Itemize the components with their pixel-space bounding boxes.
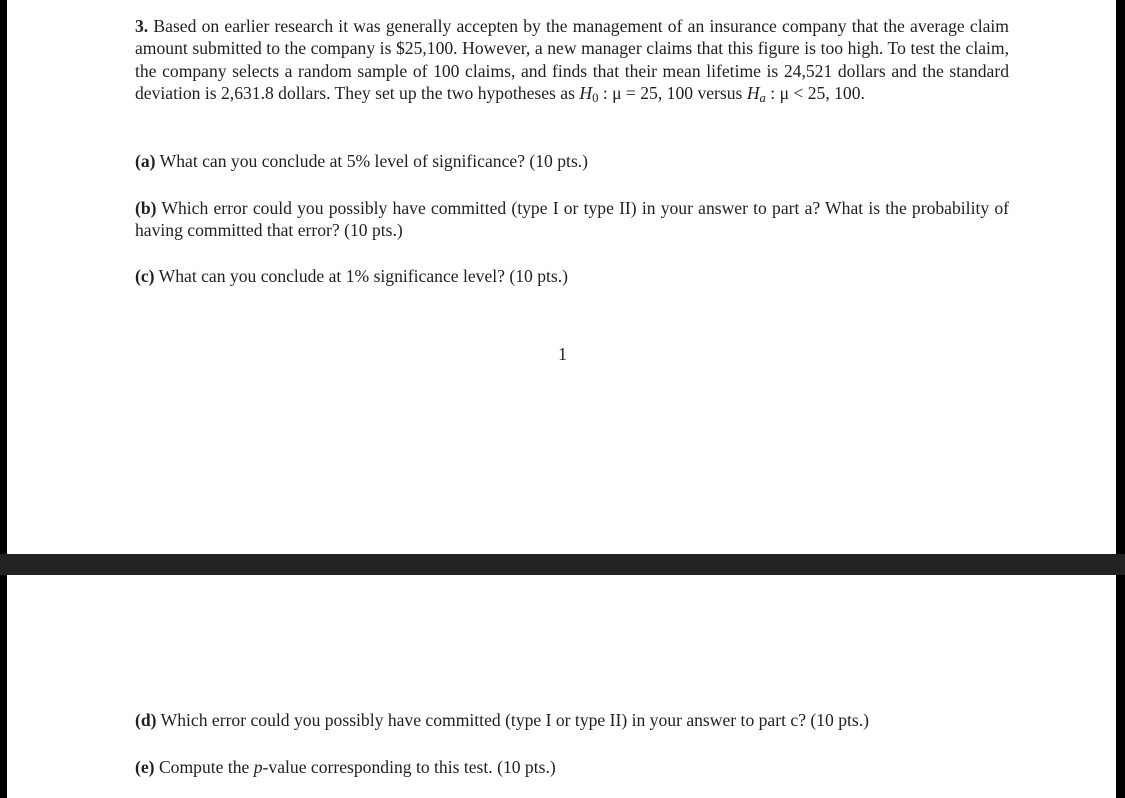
question-e-text-after: -value corresponding to this test. (10 pts.) (262, 757, 556, 777)
question-e-label: (e) (135, 757, 155, 777)
question-d-text: Which error could you possibly have committed (type I or type II) in your answer to part c? (10 pts.) (160, 710, 870, 730)
hypotheses (579, 83, 865, 106)
problem-number: 3. (135, 16, 149, 36)
h0-relation: : μ = 25, 100 (602, 83, 694, 104)
ha-relation: : μ < 25, 100. (770, 83, 865, 104)
question-d-label: (d) (135, 710, 157, 730)
ha-symbol: H (746, 83, 760, 104)
p-symbol: p (253, 757, 263, 777)
question-e (135, 756, 1009, 778)
question-a (135, 150, 1009, 172)
problem-intro (135, 15, 1009, 110)
page-number: 1 (558, 344, 567, 364)
question-d (135, 709, 1009, 731)
problem-intro-text: Based on earlier research it was generally accepten by the management of an insurance company that the average claim amount submitted to the company is $25,100. However, a new manager claims that this figure is too high. To test the claim, the company selects a random sample of 100 claims, and finds that their mean lifetime is 24,521 dollars and the standard deviation is 2,631.8 dollars. They set up the two hypotheses as (135, 16, 1009, 104)
h0-symbol: H (579, 83, 593, 104)
h0-subscript: 0 (592, 91, 599, 106)
ha-subscript: a (759, 91, 766, 106)
page-separator (0, 554, 1125, 575)
versus-word: versus (697, 83, 743, 104)
question-a-text: What can you conclude at 5% level of significance? (10 pts.) (159, 151, 589, 171)
question-c-text: What can you conclude at 1% significance level? (10 pts.) (158, 266, 569, 286)
question-b-label: (b) (135, 198, 157, 218)
question-b-text: Which error could you possibly have committed (type I or type II) in your answer to part a? What is the probability of having committed that error? (10 pts.) (135, 198, 1009, 241)
question-c (135, 265, 1009, 287)
question-b (135, 197, 1009, 242)
question-e-text-before: Compute the (158, 757, 250, 777)
question-c-label: (c) (135, 266, 155, 286)
question-a-label: (a) (135, 151, 156, 171)
